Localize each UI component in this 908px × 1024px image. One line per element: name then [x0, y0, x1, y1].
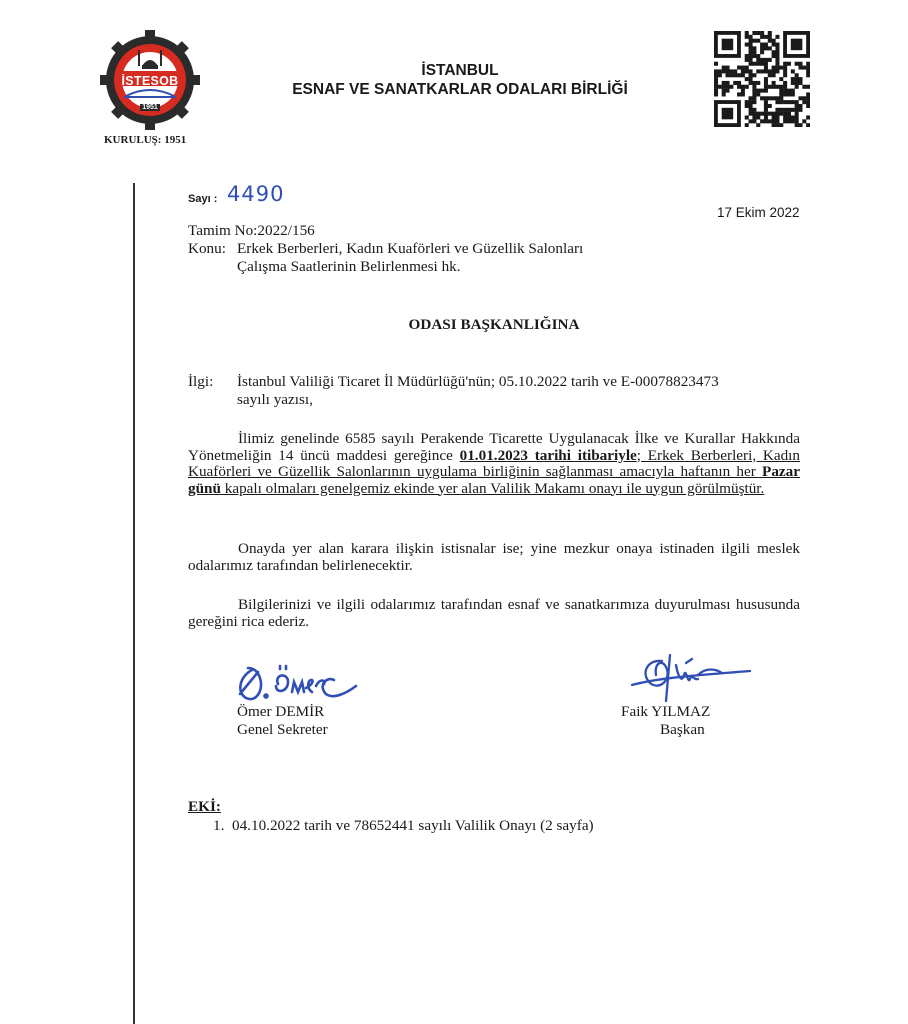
founded-label: KURULUŞ: 1951	[104, 134, 187, 146]
attachment-item: 1. 04.10.2022 tarih ve 78652441 sayılı Valilik Onayı (2 sayfa)	[213, 817, 594, 834]
subject-line2: Çalışma Saatlerinin Belirlenmesi hk.	[237, 258, 461, 275]
circular-number: Tamim No:2022/156	[188, 222, 315, 239]
attachments-label: EKİ:	[188, 798, 221, 815]
signatory-left-title: Genel Sekreter	[237, 721, 328, 738]
subject-label: Konu:	[188, 240, 226, 257]
reference-label: İlgi:	[188, 373, 214, 390]
signature-right	[622, 645, 762, 705]
paragraph-exceptions: Onayda yer alan karara ilişkin istisnalar ise; yine mezkur onaya istinaden ilgili meslek odalarımız tarafından belirlenecektir.	[188, 540, 800, 574]
signatory-right-title: Başkan	[660, 721, 705, 738]
signature-left	[230, 646, 370, 706]
logo-text: İSTESOB	[121, 74, 179, 88]
org-name-line1: İSTANBUL	[421, 62, 499, 79]
paragraph-main: İlimiz genelinde 6585 sayılı Perakende Ticarette Uygulanacak İlke ve Kurallar Hakkında Yönetmeliğin 14 üncü maddesi gereğince 01.01.2023 tarihi itibariyle; Erkek Berberleri, Kadın Kuaförleri ve Güzellik Salonlarının uygulama birliğinin sağlanması amacıyla haftanın her Pazar günü kapalı olmaları genelgemiz ekinde yer alan Valilik Makamı onayı ile uygun görülmüştür.	[188, 430, 800, 497]
addressee: ODASI BAŞKANLIĞINA	[408, 316, 580, 333]
signatory-right-name: Faik YILMAZ	[621, 703, 711, 720]
reference-number-handwritten: 4490	[227, 182, 285, 206]
reference-line2: sayılı yazısı,	[237, 391, 313, 408]
reference-line1: İstanbul Valiliği Ticaret İl Müdürlüğü'nün; 05.10.2022 tarih ve E-00078823473	[237, 373, 719, 390]
reference-number-label: Sayı :	[188, 193, 218, 205]
document-date: 17 Ekim 2022	[717, 205, 800, 220]
logo-year: 1951	[142, 104, 158, 111]
paragraph-request: Bilgilerinizi ve ilgili odalarımız tarafından esnaf ve sanatkarımıza duyurulması hususunda gereğini rica ederiz.	[188, 596, 800, 630]
subject-line1: Erkek Berberleri, Kadın Kuaförleri ve Güzellik Salonları	[237, 240, 584, 257]
qr-code-icon	[714, 31, 810, 127]
margin-rule	[133, 183, 135, 1024]
org-name-line2: ESNAF VE SANATKARLAR ODALARI BİRLİĞİ	[292, 81, 628, 98]
signatory-left-name: Ömer DEMİR	[237, 703, 325, 720]
